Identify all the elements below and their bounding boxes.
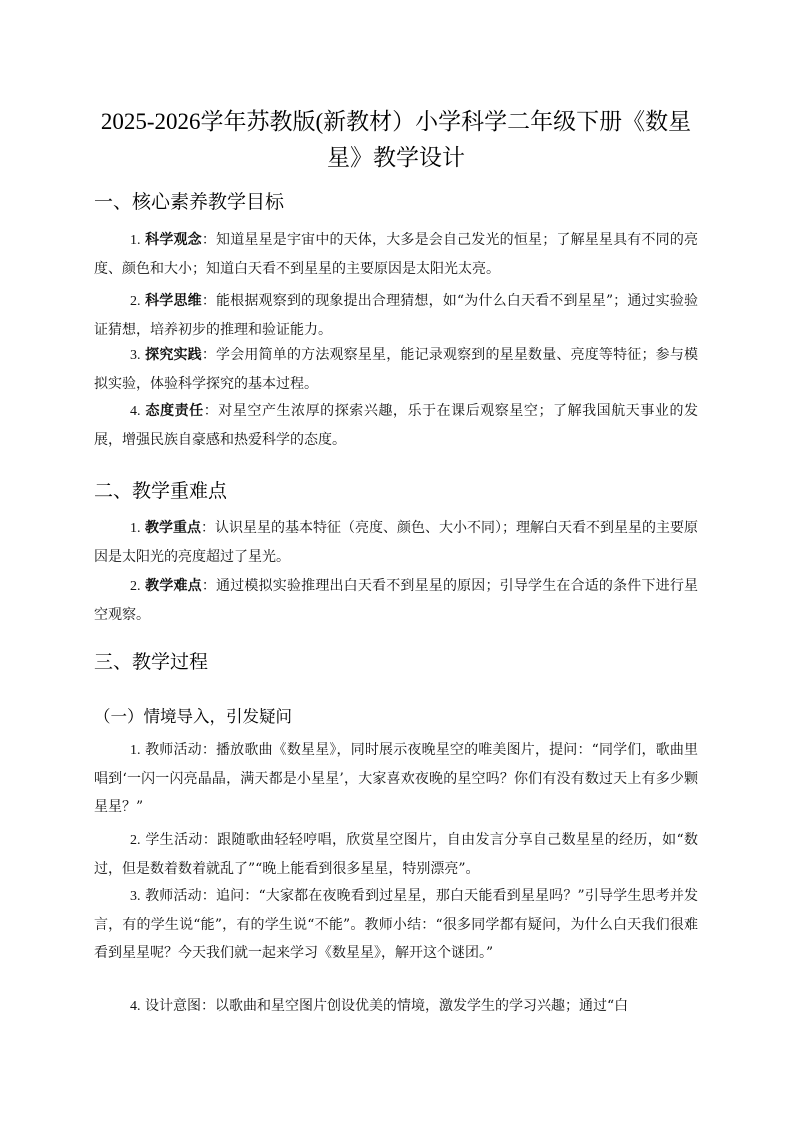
goal-item-2 — [94, 287, 698, 344]
section-heading-process: 三、教学过程 — [94, 651, 209, 673]
item-number: 4. — [130, 404, 141, 419]
subsection-heading-intro: （一）情境导入，引发疑问 — [94, 707, 292, 726]
goal-item-1 — [94, 226, 698, 283]
item-text: 设计意图：以歌曲和星空图片创设优美的情境，激发学生的学习兴趣；通过“白 — [144, 998, 629, 1014]
item-number: 2. — [130, 294, 141, 309]
item-number: 4. — [130, 999, 141, 1014]
item-number: 2. — [130, 833, 141, 848]
item-text: 教师活动：追问：“大家都在夜晚看到过星星，那白天能看到星星吗？”引导学生思考并发言，有的学生说“能”，有的学生说“不能”。教师小结：“很多同学都有疑问，为什么白天我们很难看到星星呢？今天我们就一起来学习《数星星》，解开这个谜团。” — [94, 888, 699, 961]
item-text: ：学会用简单的方法观察星星，能记录观察到的星星数量、亮度等特征；参与模拟实验，体验科学探究的基本过程。 — [94, 347, 699, 392]
item-number: 2. — [130, 579, 141, 594]
document-title: 2025-2026学年苏教版(新教材）小学科学二年级下册《数星星》教学设计 — [100, 109, 692, 170]
process-item-2 — [94, 826, 698, 883]
item-text: ：知道星星是宇宙中的天体，大多是会自己发光的恒星；了解星星具有不同的亮度、颜色和大小；知道白天看不到星星的主要原因是太阳光太亮。 — [94, 232, 699, 277]
process-item-1 — [94, 736, 698, 821]
item-lead: 态度责任 — [145, 403, 204, 419]
item-text: 教师活动：播放歌曲《数星星》，同时展示夜晚星空的唯美图片，提问：“同学们，歌曲里唱到‘一闪一闪亮晶晶，满天都是小星星’，大家喜欢夜晚的星空吗？你们有没有数过天上有多少颗星星？” — [94, 742, 698, 815]
item-text: ：认识星星的基本特征（亮度、颜色、大小不同）；理解白天看不到星星的主要原因是太阳光的亮度超过了星光。 — [94, 520, 699, 565]
key-point-item-2 — [94, 572, 698, 629]
item-text: ：通过模拟实验推理出白天看不到星星的原因；引导学生在合适的条件下进行星空观察。 — [94, 578, 699, 623]
item-text: ：能根据观察到的现象提出合理猜想，如“为什么白天看不到星星”；通过实验验证猜想，培养初步的推理和验证能力。 — [94, 293, 699, 338]
item-lead: 科学思维 — [145, 293, 202, 309]
item-number: 1. — [130, 233, 141, 248]
item-number: 1. — [130, 743, 141, 758]
key-point-item-1 — [94, 514, 698, 571]
item-text: 学生活动：跟随歌曲轻轻哼唱，欣赏星空图片，自由发言分享自己数星星的经历，如“数过，但是数着数着就乱了”“晚上能看到很多星星，特别漂亮”。 — [94, 832, 699, 877]
item-number: 1. — [130, 521, 141, 536]
item-number: 3. — [130, 348, 141, 363]
item-text: ：对星空产生浓厚的探索兴趣，乐于在课后观察星空；了解我国航天事业的发展，增强民族自豪感和热爱科学的态度。 — [94, 403, 699, 448]
item-lead: 科学观念 — [145, 232, 202, 248]
item-lead: 教学重点 — [144, 520, 201, 536]
section-heading-goals: 一、核心素养教学目标 — [94, 191, 285, 213]
process-item-4 — [94, 992, 698, 1021]
goal-item-3 — [94, 341, 698, 398]
item-number: 3. — [130, 889, 141, 904]
item-lead: 教学难点 — [145, 578, 202, 594]
item-lead: 探究实践 — [145, 347, 202, 363]
section-heading-key-points: 二、教学重难点 — [94, 480, 228, 502]
goal-item-4 — [94, 397, 698, 454]
process-item-3 — [94, 882, 698, 967]
